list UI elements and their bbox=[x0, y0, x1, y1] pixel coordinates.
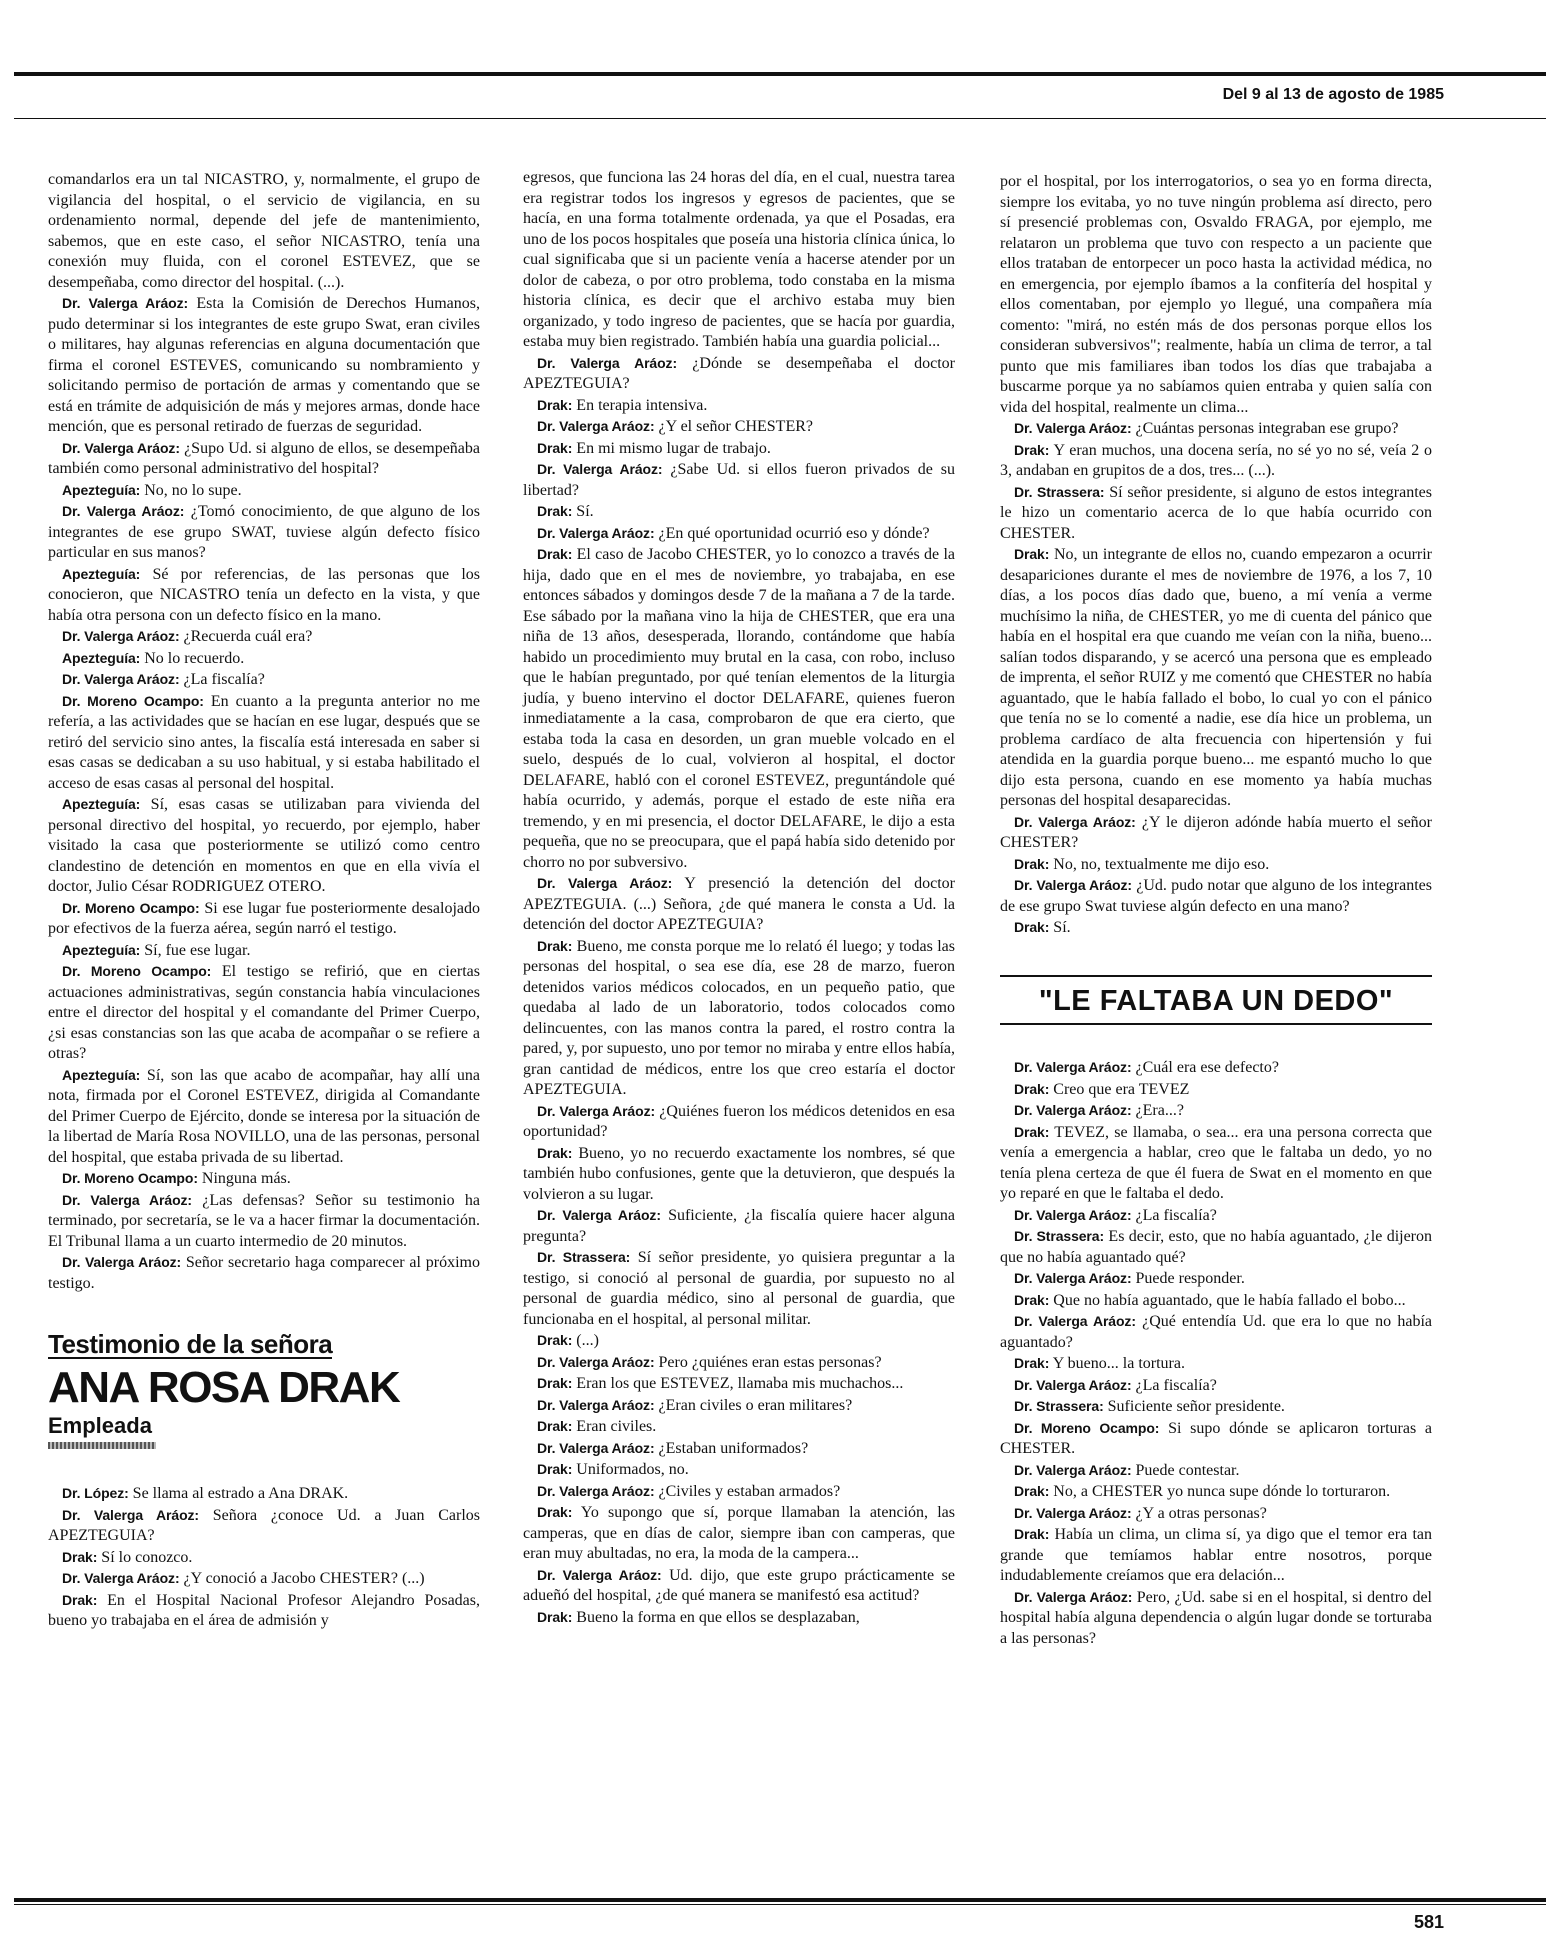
speaker-label: Dr. Valerga Aráoz: bbox=[1014, 1059, 1132, 1075]
paragraph bbox=[48, 961, 480, 1065]
speaker-label: Dr. Valerga Aráoz: bbox=[537, 1102, 656, 1119]
speaker-label: Dr. López: bbox=[62, 1485, 129, 1501]
paragraph bbox=[1000, 1205, 1432, 1227]
paragraph bbox=[1000, 1460, 1432, 1482]
paragraph bbox=[1000, 1079, 1432, 1101]
speech-text: Sí. bbox=[572, 503, 594, 520]
paragraph bbox=[1000, 1524, 1432, 1587]
speaker-label: Drak: bbox=[1014, 1483, 1050, 1499]
paragraph bbox=[48, 501, 480, 564]
speech-text: No, un integrante de ellos no, cuando empezaron a ocurrir desapariciones durante el mes de noviembre de 1976, a los 7, 10 días, a los pocos días dado que, bueno, a mí venía a verme muchísimo la niña, de CHESTER, yo me di cuenta del pánico que había en el hospital era que cuando me veían con la niña, bueno... salían todos disparando, y se acercó una persona que es empleado de imprenta, el señor RUIZ y me comentó que CHESTER no había aguantado, que le había fallado el bobo, lo cual yo con el pánico que tenía no se lo comenté a nadie, ese día hice un problema, un problema cardíaco de alta frecuencia con hipertensión y fui atendida en la guardia porque bueno... me espantó mucho lo que dijo esta persona, cuando en ese momento ya había muchas personas del hospital desaparecidas. bbox=[1000, 546, 1432, 809]
paragraph bbox=[523, 1101, 955, 1143]
speaker-label: Dr. Moreno Ocampo: bbox=[1014, 1419, 1160, 1436]
paragraph bbox=[1000, 1503, 1432, 1525]
speaker-label: Drak: bbox=[62, 1548, 98, 1565]
speech-text: ¿Y a otras personas? bbox=[1131, 1504, 1267, 1522]
speech-text: ¿La fiscalía? bbox=[179, 671, 265, 688]
speech-text: ¿Recuerda cuál era? bbox=[179, 628, 313, 645]
paragraph bbox=[48, 480, 480, 502]
speech-text: Y bueno... la tortura. bbox=[1049, 1355, 1185, 1372]
speech-text: Bueno la forma en que ellos se desplazaban, bbox=[572, 1608, 860, 1626]
col1-paragraphs bbox=[48, 170, 480, 1294]
paragraph bbox=[523, 1373, 955, 1395]
paragraph bbox=[523, 1330, 955, 1352]
speech-text: No, a CHESTER yo nunca supe dónde lo torturaron. bbox=[1049, 1483, 1391, 1500]
speaker-label: Apezteguía: bbox=[62, 649, 141, 666]
paragraph bbox=[523, 936, 955, 1101]
speech-text: ¿Quiénes fueron los médicos detenidos en esa oportunidad? bbox=[523, 1102, 955, 1140]
speech-text: ¿En qué oportunidad ocurrió eso y dónde? bbox=[654, 524, 930, 542]
speech-text: ¿La fiscalía? bbox=[1131, 1206, 1217, 1224]
speech-text: ¿Supo Ud. si alguno de ellos, se desempeñaba también como personal administrativo del hospital? bbox=[48, 439, 480, 477]
speaker-label: Dr. Valerga Aráoz: bbox=[537, 354, 678, 371]
speech-text: Suficiente, ¿la fiscalía quiere hacer alguna pregunta? bbox=[523, 1207, 955, 1245]
speaker-label: Dr. Valerga Aráoz: bbox=[537, 1482, 655, 1499]
paragraph bbox=[523, 416, 955, 438]
speaker-label: Apezteguía: bbox=[62, 481, 141, 498]
col1-paragraphs-2 bbox=[48, 1483, 480, 1632]
speaker-label: Dr. Valerga Aráoz: bbox=[537, 875, 673, 891]
witness-name: ANA ROSA DRAK bbox=[48, 1362, 400, 1412]
paragraph bbox=[523, 1205, 955, 1247]
speech-text: Sé por referencias, de las personas que los conocieron, que NICASTRO tenía un defecto en la vista, y que había otra persona con un defecto físico en la mano. bbox=[48, 565, 480, 624]
paragraph bbox=[1000, 1122, 1432, 1205]
speech-text: Bueno, yo no recuerdo exactamente los nombres, sé que también hubo confusiones, gente que la detuvieron, que después la volvieron a su lugar. bbox=[523, 1144, 955, 1203]
paragraph bbox=[523, 168, 955, 353]
speech-text: ¿Y le dijeron adónde había muerto el señor CHESTER? bbox=[1000, 813, 1432, 851]
paragraph bbox=[1000, 1057, 1432, 1079]
speaker-label: Dr. Valerga Aráoz: bbox=[537, 1353, 655, 1370]
speech-text: Y eran muchos, una docena sería, no sé yo no sé, veía 2 o 3, andaban en grupitos de a dos, tres... (...). bbox=[1000, 441, 1432, 479]
speaker-label: Drak: bbox=[537, 1504, 573, 1520]
speech-text: ¿Ud. pudo notar que alguno de los integrantes de ese grupo Swat tuviese algún defecto en una mano? bbox=[1000, 877, 1432, 915]
speaker-label: Drak: bbox=[537, 546, 573, 562]
speaker-label: Drak: bbox=[1014, 546, 1050, 562]
speaker-label: Drak: bbox=[537, 937, 573, 954]
speech-text: Ninguna más. bbox=[197, 1170, 291, 1187]
speech-text: (...) bbox=[572, 1332, 599, 1349]
paragraph bbox=[48, 293, 480, 438]
speaker-label: Dr. Valerga Aráoz: bbox=[1014, 877, 1132, 893]
speech-text: Señor secretario haga comparecer al próximo testigo. bbox=[48, 1254, 480, 1292]
speaker-label: Dr. Valerga Aráoz: bbox=[62, 1506, 199, 1523]
speaker-label: Dr. Valerga Aráoz: bbox=[537, 1396, 655, 1413]
paragraph bbox=[1000, 1290, 1432, 1312]
paragraph bbox=[1000, 1396, 1432, 1418]
speech-text: Sí, son las que acabo de acompañar, hay allí una nota, firmada por el Coronel ESTEVEZ, dirigida al Comandante del Primer Cuerpo de Ejército, donde se interesa por la situación de la libertad de María Rosa NOVILLO, una de las personas, personal del hospital, que estaba privada de su libertad. bbox=[48, 1066, 480, 1166]
paragraph bbox=[48, 626, 480, 648]
speech-text: No, no lo supe. bbox=[140, 481, 242, 499]
paragraph bbox=[48, 1590, 480, 1632]
speaker-label: Drak: bbox=[537, 1144, 573, 1161]
speech-text: Había un clima, un clima sí, ya digo que el temor era tan grande que temíamos hablar entre nosotros, porque indudablemente creíamos que era delación... bbox=[1000, 1526, 1432, 1584]
speaker-label: Apezteguía: bbox=[62, 565, 141, 582]
paragraph bbox=[523, 1416, 955, 1438]
speech-text: Sí señor presidente, si alguno de estos integrantes le hizo un comentario acerca de lo que había ocurrido con CHESTER. bbox=[1000, 483, 1433, 542]
paragraph bbox=[1000, 1353, 1432, 1375]
paragraph bbox=[1000, 1311, 1432, 1353]
speech-text: ¿Qué entendía Ud. que era lo que no había aguantado? bbox=[1000, 1313, 1432, 1351]
speaker-label: Dr. Valerga Aráoz: bbox=[537, 1439, 655, 1456]
speech-text: Sí señor presidente, yo quisiera preguntar a la testigo, si conoció al personal de guardia, por supuesto no al personal de guardia médico, sino al personal de guardia, que funcionaba en el hospital, al personal militar. bbox=[523, 1249, 956, 1328]
speaker-label: Dr. Valerga Aráoz: bbox=[1014, 1504, 1132, 1521]
speaker-label: Drak: bbox=[537, 1332, 573, 1348]
speaker-label: Dr. Valerga Aráoz: bbox=[62, 295, 189, 311]
speech-text: Creo que era TEVEZ bbox=[1049, 1080, 1190, 1098]
paragraph bbox=[48, 1483, 480, 1505]
header-rule bbox=[14, 72, 1546, 76]
speech-text: No lo recuerdo. bbox=[140, 649, 245, 667]
paragraph bbox=[1000, 1268, 1432, 1290]
speaker-label: Drak: bbox=[537, 1418, 573, 1434]
speaker-label: Apezteguía: bbox=[62, 1066, 141, 1083]
paragraph bbox=[523, 1459, 955, 1481]
paragraph bbox=[48, 1065, 480, 1169]
paragraph bbox=[523, 1395, 955, 1417]
speech-text: Pero, ¿Ud. sabe si en el hospital, si dentro del hospital había alguna dependencia o algún lugar donde se torturaba a las personas? bbox=[1000, 1588, 1432, 1647]
column-2 bbox=[523, 168, 955, 1628]
paragraph bbox=[523, 1502, 955, 1565]
speaker-label: Dr. Valerga Aráoz: bbox=[62, 503, 185, 519]
paragraph bbox=[48, 794, 480, 898]
paragraph bbox=[1000, 1226, 1432, 1268]
speaker-label: Dr. Valerga Aráoz: bbox=[62, 671, 180, 687]
speech-text: En mi mismo lugar de trabajo. bbox=[572, 439, 771, 457]
paragraph bbox=[523, 1565, 955, 1607]
speech-text: ¿Sabe Ud. si ellos fueron privados de su libertad? bbox=[523, 461, 955, 499]
paragraph bbox=[48, 1547, 480, 1569]
paragraph bbox=[1000, 418, 1432, 440]
speech-text: Que no había aguantado, que le había fallado el bobo... bbox=[1049, 1291, 1406, 1309]
speech-text: ¿Eran civiles o eran militares? bbox=[654, 1396, 853, 1414]
speech-text: El caso de Jacobo CHESTER, yo lo conozco a través de la hija, dado que en el mes de noviembre, yo trabajaba, en ese entonces sábados y domingos desde 7 de la mañana a 7 de la tarde. Ese sábado por la mañana vino la hija de CHESTER, que era una niña de 13 años, desesperada, llorando, contándome que había habido un procedimiento muy brutal en la casa, con robo, incluso que le habían preguntado, por qué tenían elementos de la liturgia judía, y bueno intervino el doctor DELAFARE, quienes fueron inmediatamente a la casa, comprobaron de que era cierto, que estaba toda la casa en desorden, un gran mueble volcado en el suelo, después de lo cual, volvieron al hospital, el doctor DELAFARE, habló con el coronel ESTEVEZ, preguntándole qué había ocurrido, y además, porque el estado de este niña era tremendo, y en mi presencia, el doctor DELAFARE, le dijo a esta pequeña, que no se preocupara, que el papá había sido detenido por chorro no por subversivo. bbox=[523, 546, 955, 871]
paragraph bbox=[523, 459, 955, 501]
col3-paragraphs-2 bbox=[1000, 1057, 1432, 1649]
speaker-label: Drak: bbox=[62, 1591, 98, 1608]
speaker-label: Dr. Valerga Aráoz: bbox=[62, 628, 180, 644]
speaker-label: Dr. Valerga Aráoz: bbox=[62, 1570, 180, 1586]
paragraph bbox=[1000, 812, 1432, 854]
speech-text: ¿Civiles y estaban armados? bbox=[654, 1482, 841, 1500]
speaker-label: Dr. Valerga Aráoz: bbox=[1014, 1461, 1132, 1478]
footer-rule-thin bbox=[14, 1904, 1546, 1905]
speech-text: ¿Era...? bbox=[1131, 1102, 1184, 1119]
speaker-label: Dr. Valerga Aráoz: bbox=[1014, 1376, 1132, 1393]
speaker-label: Dr. Strassera: bbox=[1014, 483, 1105, 500]
speech-text: TEVEZ, se llamaba, o sea... era una persona correcta que venía a emergencia a hablar, creo que le faltaba un dedo, yo no tenía plena certeza de que él fuera de Swat en el momento en que yo reparé en que le faltaba el dedo. bbox=[1000, 1123, 1432, 1202]
speech-text: Es decir, esto, que no había aguantado, ¿le dijeron que no había aguantado qué? bbox=[1000, 1228, 1433, 1266]
speaker-label: Drak: bbox=[537, 396, 573, 413]
speaker-label: Drak: bbox=[1014, 919, 1050, 935]
paragraph bbox=[48, 564, 480, 627]
paragraph bbox=[523, 1352, 955, 1374]
speech-text: ¿Cuál era ese defecto? bbox=[1131, 1059, 1279, 1076]
speech-text: Uniformados, no. bbox=[572, 1461, 689, 1478]
paragraph bbox=[1000, 917, 1432, 939]
speaker-label: Dr. Valerga Aráoz: bbox=[537, 524, 655, 541]
testimony-subtitle: Testimonio de la señora bbox=[48, 1329, 333, 1359]
speaker-label: Dr. Valerga Aráoz: bbox=[1014, 813, 1136, 830]
paragraph bbox=[523, 523, 955, 545]
paragraph bbox=[1000, 1418, 1432, 1460]
issue-date: Del 9 al 13 de agosto de 1985 bbox=[1222, 86, 1444, 103]
speech-text: Eran civiles. bbox=[572, 1418, 657, 1435]
speaker-label: Dr. Valerga Aráoz: bbox=[1014, 1313, 1136, 1329]
speaker-label: Dr. Valerga Aráoz: bbox=[1014, 1588, 1133, 1605]
speech-text: Y presenció la detención del doctor APEZTEGUIA. (...) Señora, ¿de qué manera le consta a Ud. la detención del doctor APEZTEGUIA? bbox=[523, 875, 955, 933]
speech-text: ¿Tomó conocimiento, de que alguno de los integrantes de ese grupo SWAT, tuviese algún defecto físico particular en sus manos? bbox=[48, 503, 480, 561]
speaker-label: Dr. Valerga Aráoz: bbox=[62, 1254, 182, 1270]
speech-text: Eran los que ESTEVEZ, llamaba mis muchachos... bbox=[572, 1375, 904, 1392]
speech-text: por el hospital, por los interrogatorios, o sea yo en forma directa, siempre los evitaba, yo no tuve ningún problema así directo, pero sí presencié problemas con, Osvaldo FRAGA, por ejemplo, me relataron un problema que tuvo con respecto a un paciente que ellos trataban de entorpecer un poco hasta la actividad médica, no en emergencia, por ejemplo íbamos a la confitería del hospital y ellos comentaban, por ejemplo yo llegué, una compañera mía comento: "mirá, no estén más de dos personas porque ellos los consideran subversivos"; realmente, había un clima de terror, a tal punto que mis familiares iban todos los días que trabajaba a buscarme porque ya no sabíamos quien entraba y quien salía con vida del hospital, realmente un clima... bbox=[1000, 173, 1432, 416]
speech-text: ¿Dónde se desempeñaba el doctor APEZTEGUIA? bbox=[523, 354, 956, 392]
paragraph bbox=[1000, 875, 1432, 917]
speaker-label: Dr. Strassera: bbox=[537, 1249, 631, 1265]
paragraph bbox=[48, 648, 480, 670]
paragraph bbox=[1000, 1587, 1432, 1650]
speech-text: En cuanto a la pregunta anterior no me refería, a las actividades que se hacían en ese lugar, después que se retiró del servicio sino antes, la fiscalía está interesada en saber si esas casas se dedicaban a su uso habitual, y si estaba habilitado el acceso de esas casas al personal del hospital. bbox=[48, 692, 480, 792]
speaker-label: Apezteguía: bbox=[62, 796, 141, 812]
column-1 bbox=[48, 170, 480, 1632]
paragraph bbox=[1000, 854, 1432, 876]
paragraph bbox=[523, 873, 955, 936]
speech-text: Sí lo conozco. bbox=[97, 1548, 193, 1566]
speaker-label: Dr. Valerga Aráoz: bbox=[62, 439, 180, 456]
paragraph bbox=[523, 438, 955, 460]
paragraph bbox=[1000, 1100, 1432, 1122]
paragraph bbox=[523, 1438, 955, 1460]
witness-role: Empleada bbox=[48, 1412, 152, 1438]
speaker-label: Drak: bbox=[1014, 1080, 1050, 1097]
testimony-heading bbox=[48, 1329, 480, 1449]
speech-text: Se llama al estrado a Ana DRAK. bbox=[128, 1485, 349, 1502]
speech-text: ¿Cuántas personas integraban ese grupo? bbox=[1131, 420, 1399, 437]
speech-text: ¿La fiscalía? bbox=[1131, 1376, 1217, 1394]
speech-text: Sí, fue ese lugar. bbox=[140, 941, 251, 959]
paragraph bbox=[48, 170, 480, 293]
speech-text: ¿Estaban uniformados? bbox=[654, 1439, 809, 1457]
speaker-label: Dr. Strassera: bbox=[1014, 1228, 1105, 1244]
speech-text: egresos, que funciona las 24 horas del día, en el cual, nuestra tarea era registrar todos los ingresos y egresos de pacientes, que se hacía, en una forma totalmente ordenada, ya que el Posadas, era uno de los pocos hospitales que poseía una historia clínica única, lo cual significaba que si un paciente venía a hacerse atender por un dolor de cabeza, o por otro problema, todo constaba en la misma historia clínica, es decir que el archivo estaba muy bien organizado, y todo ingreso de pacientes, que se hacía por guardia, estaba muy bien registrado. También había una guardia policial... bbox=[523, 169, 955, 350]
speech-text: comandarlos era un tal NICASTRO, y, normalmente, el grupo de vigilancia del hospital, o el servicio de vigilancia, en su ordenamiento normal, depende del jefe de mantenimiento, sabemos, que en este caso, el señor NICASTRO, tenía una conexión muy fluida, con el coronel ESTEVEZ, que se desempeñaba, como director del hospital. (...). bbox=[48, 171, 480, 291]
speech-text: En terapia intensiva. bbox=[572, 396, 708, 414]
paragraph bbox=[48, 691, 480, 795]
paragraph bbox=[1000, 482, 1432, 545]
speech-text: Sí. bbox=[1049, 919, 1071, 936]
speaker-label: Drak: bbox=[537, 1608, 573, 1625]
paragraph bbox=[523, 1143, 955, 1206]
speech-text: Puede responder. bbox=[1131, 1270, 1245, 1287]
speaker-label: Dr. Moreno Ocampo: bbox=[62, 692, 204, 709]
speaker-label: Drak: bbox=[1014, 1123, 1050, 1140]
speaker-label: Dr. Valerga Aráoz: bbox=[537, 461, 663, 477]
speaker-label: Dr. Valerga Aráoz: bbox=[537, 1566, 662, 1583]
column-3 bbox=[1000, 172, 1432, 1649]
speech-text: Esta la Comisión de Derechos Humanos, pudo determinar si los integrantes de este grupo Swat, eran civiles o militares, hay algunas referencias en alguna documentación que firma el coronel ESTEVES, comunicando su nombramiento y solicitando permiso de portación de armas y comentando que se está en trámite de adquisición de más y mejores armas, donde hace mención, que es personal retirado de fuerzas de seguridad. bbox=[48, 295, 480, 435]
speech-text: Yo supongo que sí, porque llamaban la atención, las camperas, que en días de calor, siempre iban con camperas, que eran muy abultadas, no era, la moda de la campera... bbox=[523, 1504, 955, 1562]
speech-text: ¿Las defensas? Señor su testimonio ha terminado, por secretaría, se le va a hacer firmar la documentación. El Tribunal llama a un cuarto intermedio de 20 minutos. bbox=[48, 1191, 480, 1250]
paragraph bbox=[523, 395, 955, 417]
speech-text: Suficiente señor presidente. bbox=[1103, 1398, 1285, 1415]
paragraph bbox=[523, 501, 955, 523]
paragraph bbox=[48, 438, 480, 480]
speaker-label: Dr. Moreno Ocampo: bbox=[62, 963, 212, 979]
speech-text: Sí, esas casas se utilizaban para vivienda del personal directivo del hospital, yo recuerdo, por ejemplo, haber visitado la casa que posteriormente se utilizó como centro clandestino de detención en momentos en que en ella vivía el doctor, Julio César RODRIGUEZ OTERO. bbox=[48, 796, 480, 895]
speech-text: Si ese lugar fue posteriormente desalojado por efectivos de la fuerza aérea, según narró el testigo. bbox=[48, 899, 480, 937]
speech-text: Puede contestar. bbox=[1131, 1461, 1240, 1479]
paragraph bbox=[523, 1481, 955, 1503]
speech-text: Bueno, me consta porque me lo relató él luego; y todas las personas del hospital, o sea ese día, ese 28 de marzo, fueron detenidos varios médicos colocados, en un pequeño patio, que quedaba al lado de un laboratorio, todos colocados como delincuentes, con las manos contra la pared, el rostro contra la pared, y, por supuesto, uno por temor no miraba y entre ellos había, gran cantidad de médicos, entre los que creo estaría el doctor APEZTEGUIA. bbox=[523, 937, 955, 1098]
speech-text: Si supo dónde se aplicaron torturas a CHESTER. bbox=[1000, 1419, 1432, 1457]
speaker-label: Dr. Valerga Aráoz: bbox=[1014, 420, 1132, 436]
paragraph bbox=[523, 353, 955, 395]
col3-paragraphs bbox=[1000, 172, 1432, 939]
paragraph bbox=[48, 669, 480, 691]
speaker-label: Drak: bbox=[1014, 1355, 1050, 1371]
paragraph bbox=[48, 940, 480, 962]
speech-text: No, no, textualmente me dijo eso. bbox=[1049, 855, 1270, 873]
paragraph bbox=[48, 1190, 480, 1253]
speaker-label: Apezteguía: bbox=[62, 941, 141, 958]
speaker-label: Dr. Valerga Aráoz: bbox=[62, 1191, 192, 1208]
speaker-label: Dr. Moreno Ocampo: bbox=[62, 899, 200, 916]
section-headline: "LE FALTABA UN DEDO" bbox=[1000, 975, 1432, 1026]
footer-rule bbox=[14, 1898, 1546, 1902]
paragraph bbox=[523, 1607, 955, 1629]
paragraph bbox=[48, 1505, 480, 1547]
speaker-label: Drak: bbox=[537, 1375, 573, 1391]
speaker-label: Drak: bbox=[537, 503, 573, 519]
page-number: 581 bbox=[1413, 1912, 1444, 1932]
speaker-label: Dr. Moreno Ocampo: bbox=[62, 1170, 198, 1186]
header-rule-thin bbox=[14, 118, 1546, 119]
paragraph bbox=[1000, 544, 1432, 812]
speaker-label: Drak: bbox=[537, 439, 573, 456]
speaker-label: Dr. Valerga Aráoz: bbox=[1014, 1270, 1132, 1286]
speaker-label: Drak: bbox=[1014, 1291, 1050, 1308]
paragraph bbox=[1000, 1481, 1432, 1503]
speech-text: Ud. dijo, que este grupo prácticamente se adueñó del hospital, ¿de qué manera se manifestó esa actitud? bbox=[523, 1566, 956, 1604]
speech-text: Señora ¿conoce Ud. a Juan Carlos APEZTEGUIA? bbox=[48, 1506, 480, 1544]
speaker-label: Dr. Valerga Aráoz: bbox=[1014, 1206, 1132, 1223]
paragraph bbox=[1000, 172, 1432, 418]
col2-paragraphs bbox=[523, 168, 955, 1628]
speaker-label: Dr. Valerga Aráoz: bbox=[537, 1207, 661, 1223]
speaker-label: Dr. Valerga Aráoz: bbox=[1014, 1102, 1132, 1118]
speaker-label: Drak: bbox=[1014, 1526, 1050, 1542]
paragraph bbox=[523, 544, 955, 873]
paragraph bbox=[48, 898, 480, 940]
speech-text: El testigo se refirió, que en ciertas actuaciones administrativas, según constancia había vinculaciones entre el director del hospital y el comandante del Primer Cuerpo, ¿si esas constancias son las que acaba de acompañar o se refiere a otras? bbox=[48, 963, 481, 1062]
speaker-label: Drak: bbox=[1014, 441, 1050, 458]
speech-text: ¿Y el señor CHESTER? bbox=[654, 418, 813, 435]
speaker-label: Drak: bbox=[1014, 855, 1050, 872]
speaker-label: Dr. Strassera: bbox=[1014, 1398, 1104, 1414]
paragraph bbox=[523, 1247, 955, 1330]
speech-text: Pero ¿quiénes eran estas personas? bbox=[654, 1353, 882, 1371]
paragraph bbox=[1000, 1375, 1432, 1397]
decorative-bar bbox=[48, 1442, 156, 1449]
paragraph bbox=[48, 1568, 480, 1590]
speaker-label: Dr. Valerga Aráoz: bbox=[537, 418, 655, 434]
paragraph bbox=[48, 1168, 480, 1190]
speech-text: En el Hospital Nacional Profesor Alejandro Posadas, bueno yo trabajaba en el área de admisión y bbox=[48, 1591, 480, 1629]
speech-text: ¿Y conoció a Jacobo CHESTER? (...) bbox=[179, 1570, 425, 1587]
speaker-label: Drak: bbox=[537, 1461, 573, 1477]
paragraph bbox=[48, 1252, 480, 1294]
paragraph bbox=[1000, 440, 1432, 482]
